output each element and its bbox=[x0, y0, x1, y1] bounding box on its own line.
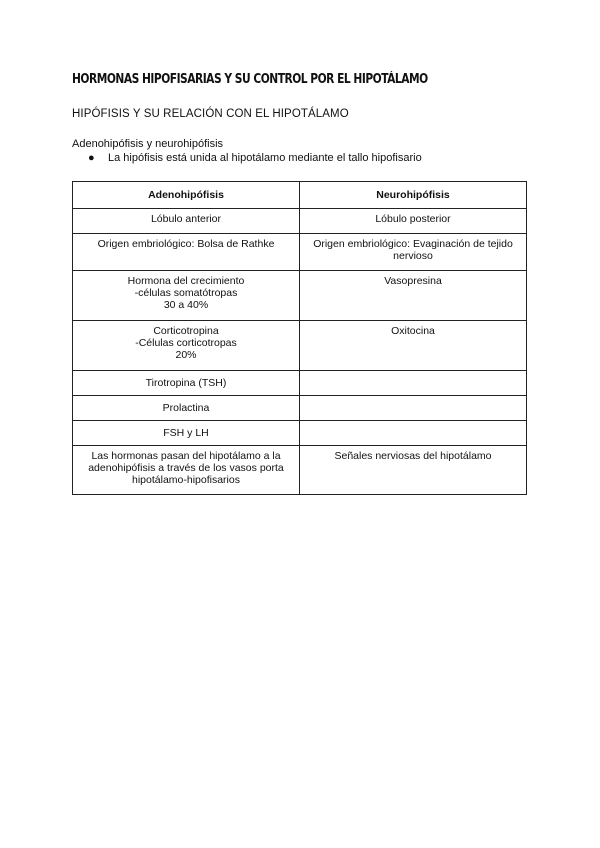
cell-text: Oxitocina bbox=[391, 325, 435, 337]
table-cell bbox=[73, 209, 300, 234]
table-cell bbox=[300, 234, 527, 271]
column-header-adenohipofisis: Adenohipófisis bbox=[73, 182, 300, 209]
table-cell bbox=[300, 371, 527, 396]
table-cell bbox=[300, 421, 527, 446]
subheading: Adenohipófisis y neurohipófisis bbox=[72, 138, 224, 150]
cell-text: FSH y LH bbox=[163, 427, 209, 439]
table-row bbox=[73, 234, 527, 271]
table-cell bbox=[73, 321, 300, 371]
list-item-text: La hipófisis está unida al hipotálamo mediante el tallo hipofisario bbox=[108, 152, 422, 164]
cell-text: Prolactina bbox=[162, 402, 210, 414]
table-cell bbox=[73, 371, 300, 396]
table-row bbox=[73, 321, 527, 371]
table-cell bbox=[300, 446, 527, 495]
cell-text: Lóbulo anterior bbox=[150, 213, 222, 225]
table-row bbox=[73, 209, 527, 234]
bullet-list bbox=[72, 152, 422, 164]
table-cell bbox=[73, 421, 300, 446]
column-header-neurohipofisis: Neurohipófisis bbox=[300, 182, 527, 209]
table-row bbox=[73, 271, 527, 321]
section-heading: HIPÓFISIS Y SU RELACIÓN CON EL HIPOTÁLAMO bbox=[72, 108, 349, 120]
table-cell bbox=[300, 321, 527, 371]
cell-text: Corticotropina -Células corticotropas 20% bbox=[135, 325, 237, 361]
table-cell bbox=[73, 396, 300, 421]
table-cell bbox=[300, 271, 527, 321]
list-item bbox=[72, 152, 422, 164]
table-row bbox=[73, 371, 527, 396]
cell-text: Tirotropina (TSH) bbox=[145, 377, 227, 389]
cell-text: Las hormonas pasan del hipotálamo a la adenohipófisis a través de los vasos porta hipotálamo-hipofisarios bbox=[88, 450, 284, 486]
table-cell bbox=[300, 396, 527, 421]
table-header-row bbox=[73, 182, 527, 209]
cell-text: Hormona del crecimiento -células somatótropas 30 a 40% bbox=[127, 275, 245, 311]
cell-text: Origen embriológico: Evaginación de tejido nervioso bbox=[313, 238, 513, 262]
cell-text: Origen embriológico: Bolsa de Rathke bbox=[97, 238, 275, 250]
page-title: HORMONAS HIPOFISARIAS Y SU CONTROL POR EL HIPOTÁLAMO bbox=[72, 72, 428, 87]
table-cell bbox=[73, 271, 300, 321]
cell-text: Señales nerviosas del hipotálamo bbox=[334, 450, 492, 462]
table-row bbox=[73, 421, 527, 446]
comparison-table bbox=[72, 181, 527, 495]
table-cell bbox=[73, 234, 300, 271]
bullet-icon: ● bbox=[88, 152, 95, 164]
cell-text: Vasopresina bbox=[384, 275, 442, 287]
table-cell bbox=[73, 446, 300, 495]
table-row bbox=[73, 396, 527, 421]
cell-text: Lóbulo posterior bbox=[375, 213, 451, 225]
table-cell bbox=[300, 209, 527, 234]
table-row bbox=[73, 446, 527, 495]
